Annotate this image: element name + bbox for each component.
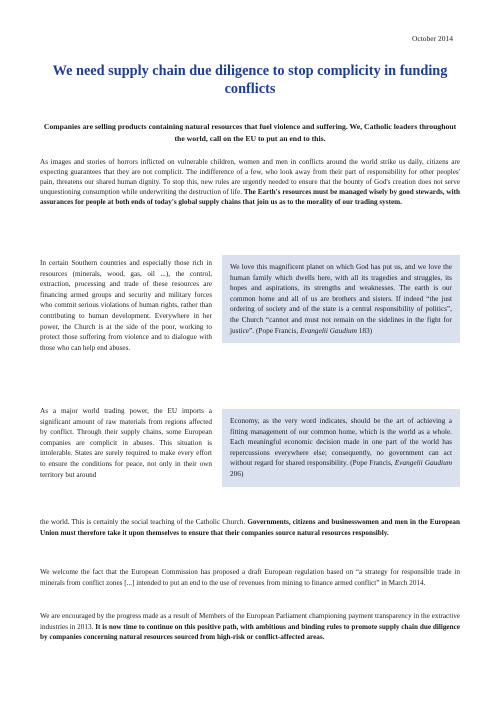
closing-bold-text: It is now time to continue on this positive path, with ambitious and binding rules to promote supply chain due diligence by companies concerning natural resources sourced from high-risk or conflict-affected areas. (40, 622, 460, 642)
continuation-bold-text: Governments, citizens and businesswomen and men in the European Union must therefore take it upon themselves to ensure that their companies source natural resources responsibly. (40, 518, 460, 537)
quote-1-cite-title: Evangelii Gaudium (299, 325, 357, 335)
continuation-paragraph (40, 517, 460, 538)
eu-trading-paragraph: As a major world trading power, the EU imports a significant amount of raw materials from regions affected by conflict. Through their supply chains, some European companies are complicit in abuses. This situation is intolerable. States are surely required to make every effort to ensure the conditions for peace, not only in their own territory but around (40, 407, 212, 479)
quote-box-1 (222, 255, 460, 343)
closing-text: We are encouraged by the progress made as a result of Members of the European Parliament championing payment transparency in the extractive industries in 2013. (40, 612, 460, 631)
lead-statement: Companies are selling products containing natural resources that fuel violence and suffering. We, Catholic leaders throughout the world, call on the EU to put an end to this. (43, 122, 457, 143)
quote-1-cite-suffix: 183) (358, 325, 373, 335)
quote-1-text: We love this magnificent planet on which God has put us, and we love the human family which dwells here, with all its tragedies and struggles, its hopes and aspirations, its strengths and weaknesses. The earth is our common home and all of us are brothers and sisters. If indeed “the just ordering of society and of the state is a central responsibility of politics”, the Church “cannot and must not remain on the sidelines in the fight for justice”. (230, 262, 452, 335)
intro-text: As images and stories of horrors inflicted on vulnerable children, women and men in conflicts around the world strike us daily, citizens are expecting guarantees that they are not complicit. The indifference of a few, who look away from their part of responsibility for other peoples' pain, threatens our shared human dignity. To stop this, new rules are urgently needed to ensure that the bounty of God's creation does not serve unquestioning consumption while underwriting the destruction of life. (40, 158, 460, 196)
southern-countries-paragraph: In certain Southern countries and especially those rich in resources (minerals, wood, gas, oil ...), the control, extraction, processing and trade of these resources are financing armed groups and security and military forces who commit serious violations of human rights, rather than contributing to human development. Everywhere in her power, the Church is at the side of the poor, working to protect those suffering from violence and to dialogue with those who can help end abuses. (40, 259, 212, 352)
quote-1-cite-prefix: (Pope Francis, (255, 325, 299, 335)
quote-2-text: Economy, as the very word indicates, should be the art of achieving a fitting management of our common home, which is the world as a whole. Each meaningful economic decision made in one part of the world has repercussions everywhere else; consequently, no government can act without regard for shared responsibility. (230, 416, 452, 468)
quote-2-cite-title: Evangelii Gaudium (394, 458, 452, 468)
intro-paragraph (40, 157, 460, 207)
intro-bold-text: The Earth's resources must be managed wisely by good stewards, with assurances for people at both ends of today's global supply chains that join us as to the morality of our trading system. (40, 188, 460, 206)
continuation-text: the world. This is certainly the social teaching of the Catholic Church. (40, 518, 246, 526)
welcome-paragraph: We welcome the fact that the European Commission has proposed a draft European regulation based on “a strategy for responsible trade in minerals from conflict zones [...] intended to put an end to the use of revenues from mining to finance armed conflict” in March 2014. (40, 568, 460, 587)
document-date: October 2014 (411, 34, 453, 43)
quote-2-cite-suffix: 206) (230, 468, 244, 478)
quote-box-2 (222, 409, 460, 487)
closing-paragraph (40, 611, 460, 643)
quote-2-cite-prefix: (Pope Francis, (350, 458, 393, 468)
document-title: We need supply chain due diligence to stop complicity in funding conflicts (52, 63, 448, 97)
